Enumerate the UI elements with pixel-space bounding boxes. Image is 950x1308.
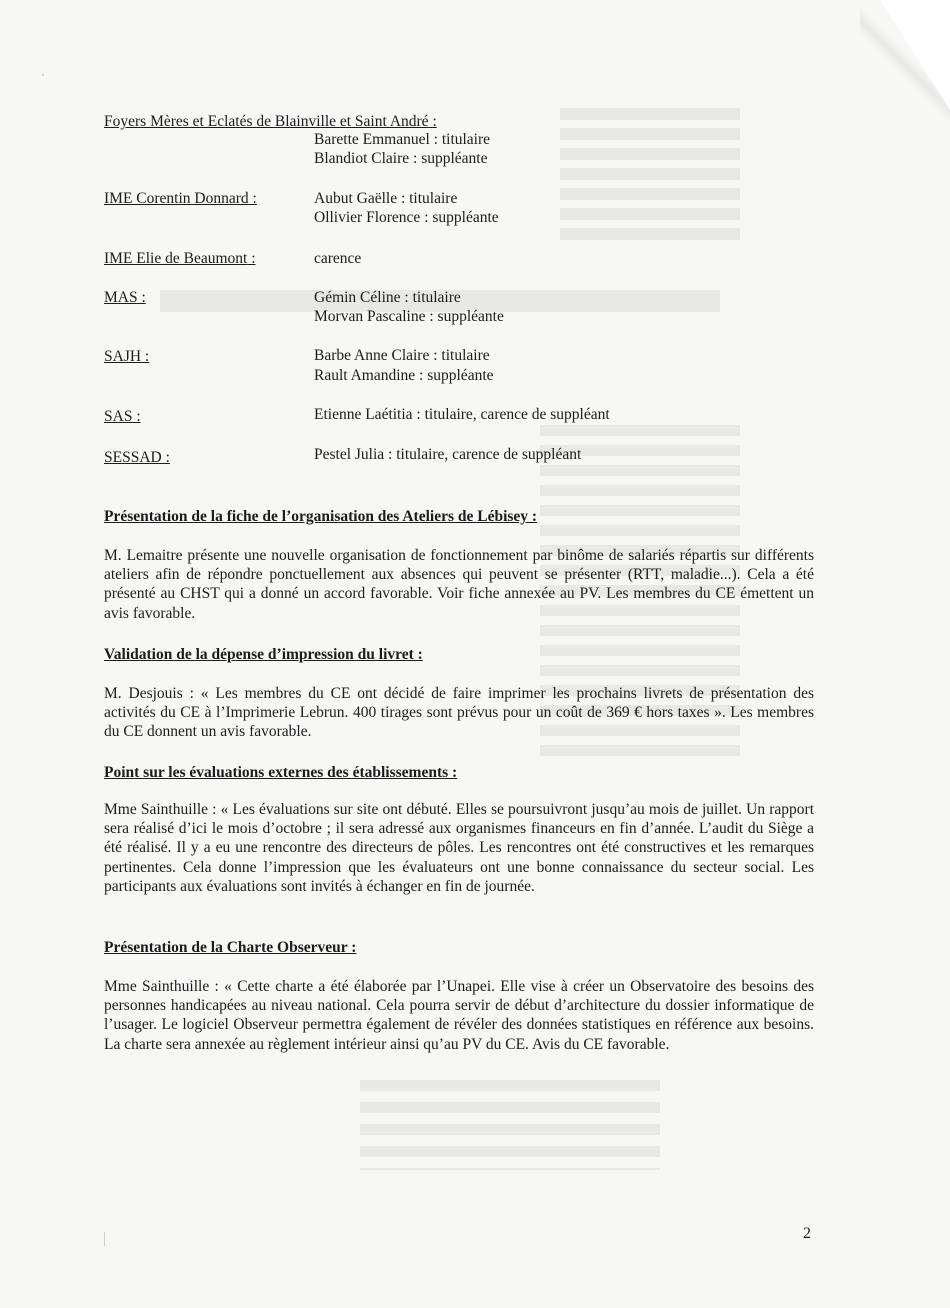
page-number: 2	[803, 1225, 811, 1242]
section-heading: Point sur les évaluations externes des établissements :	[104, 764, 458, 781]
folded-corner	[880, 0, 950, 110]
section-body: Mme Sainthuille : « Cette charte a été élaborée par l’Unapei. Elle vise à créer un Observatoire des besoins des personnes handicapées au niveau national. Cela pourra servir de début d’architecture du dossier informatique de l’usager. Le logiciel Observeur permettra également de révéler des données statistiques en référence aux besoins. La charte sera annexée au règlement intérieur ainsi qu’au PV du CE. Avis du CE favorable.	[104, 978, 814, 1053]
entry-label: SESSAD :	[104, 449, 170, 466]
entry-value: Aubut Gaëlle : titulaire	[314, 190, 458, 207]
section-body: M. Lemaitre présente une nouvelle organisation de fonctionnement par binôme de salariés répartis sur différents ateliers afin de répondre ponctuellement aux absences qui peuvent se présenter (RTT, maladie...). Cela a été présenté au CHST qui a donné un accord favorable. Voir fiche annexée au PV. Les membres du CE émettent un avis favorable.	[104, 547, 814, 622]
entry-value: Barette Emmanuel : titulaire	[314, 131, 491, 148]
entry-label: SAS :	[104, 408, 141, 425]
entry-label: MAS :	[104, 289, 146, 306]
bleed-through-shadow	[560, 108, 740, 248]
entry-label: IME Corentin Donnard :	[104, 190, 257, 207]
scan-mark	[42, 74, 44, 76]
section-heading: Validation de la dépense d’impression du livret :	[104, 646, 423, 663]
entry-label: SAJH :	[104, 348, 150, 365]
entry-value: Ollivier Florence : suppléante	[314, 209, 499, 226]
entry-value: carence	[314, 250, 362, 267]
entry-label: IME Elie de Beaumont :	[104, 250, 256, 267]
scan-mark	[104, 1232, 105, 1246]
entry-value: Barbe Anne Claire : titulaire	[314, 347, 490, 364]
entry-value: Morvan Pascaline : suppléante	[314, 308, 504, 325]
bleed-through-shadow	[360, 1080, 660, 1170]
entry-value: Gémin Céline : titulaire	[314, 289, 461, 306]
entry-value: Rault Amandine : suppléante	[314, 367, 494, 384]
entry-value: Pestel Julia : titulaire, carence de suppléant	[314, 446, 582, 463]
section-heading: Présentation de la fiche de l’organisation des Ateliers de Lébisey :	[104, 508, 538, 525]
section-body: M. Desjouis : « Les membres du CE ont décidé de faire imprimer les prochains livrets de présentation des activités du CE à l’Imprimerie Lebrun. 400 tirages sont prévus pour un coût de 369 € hors taxes ». Les membres du CE donnent un avis favorable.	[104, 685, 814, 741]
entry-value: Blandiot Claire : suppléante	[314, 150, 488, 167]
section-body: Mme Sainthuille : « Les évaluations sur site ont débuté. Elles se poursuivront jusqu’au mois de juillet. Un rapport sera réalisé d’ici le mois d’octobre ; il sera adressé aux organismes financeurs en fin d’année. L’audit du Siège a été réalisé. Il y a eu une rencontre des directeurs de pôles. Les rencontres ont été constructives et les remarques pertinentes. Cela donne l’impression que les évaluateurs ont une bonne connaissance du secteur social. Les participants aux évaluations sont invités à échanger en fin de journée.	[104, 801, 814, 895]
entry-label: Foyers Mères et Eclatés de Blainville et Saint André :	[104, 113, 437, 130]
entry-value: Etienne Laétitia : titulaire, carence de suppléant	[314, 406, 610, 423]
section-heading: Présentation de la Charte Observeur :	[104, 939, 357, 956]
